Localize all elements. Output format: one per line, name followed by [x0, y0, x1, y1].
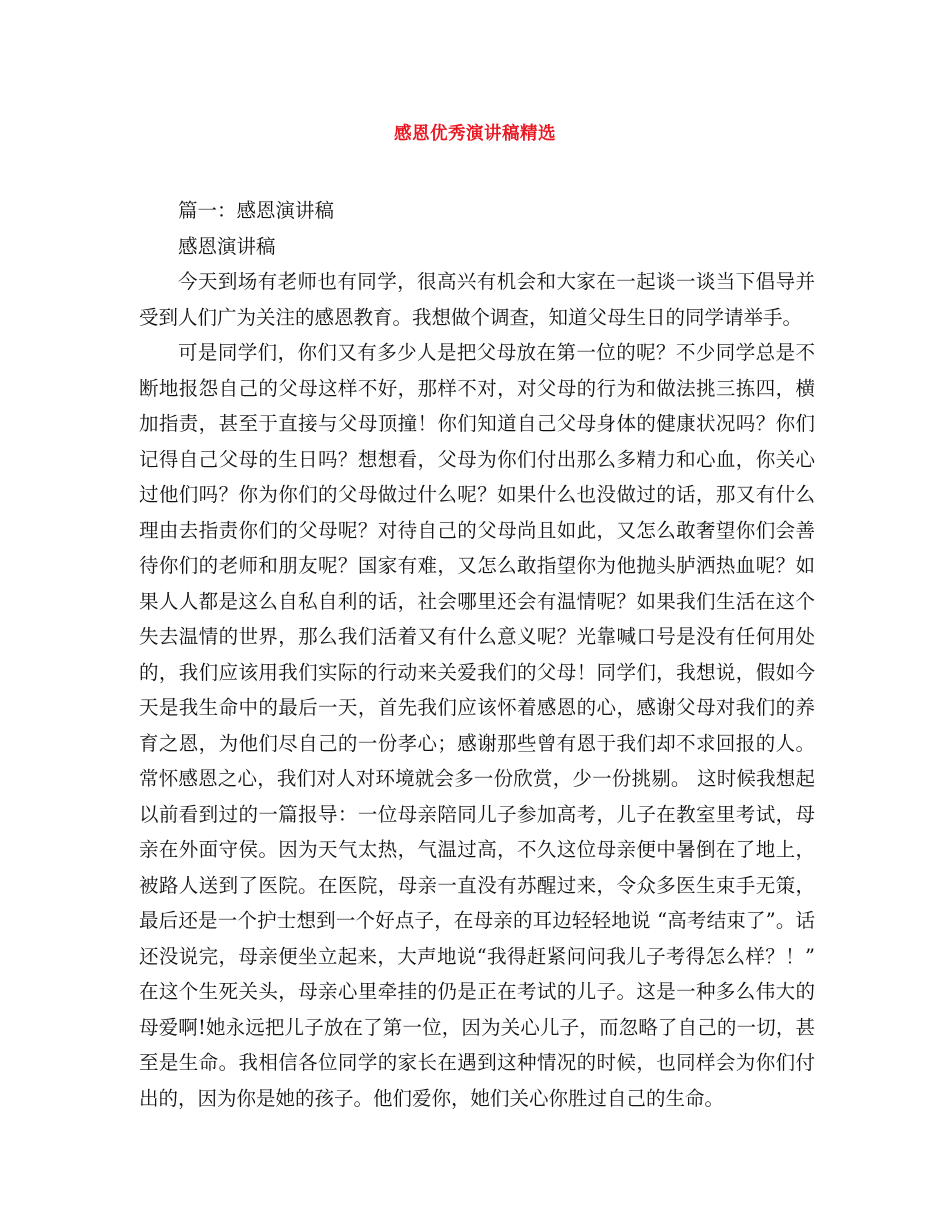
document-title: 感恩优秀演讲稿精选	[394, 124, 556, 144]
document-body	[139, 193, 815, 1116]
section-heading: 篇一：感恩演讲稿	[178, 199, 335, 222]
paragraph-2: 可是同学们，你们又有多少人是把父母放在第一位的呢？不少同学总是不断地报怨自己的父母这样不好，那样不对，对父母的行为和做法挑三拣四，横加指责，甚至于直接与父母顶撞！你们知道自己父母身体的健康状况吗？你们记得自己父母的生日吗？想想看，父母为你们付出那么多精力和心血，你关心过他们吗？你为你们的父母做过什么呢？如果什么也没做过的话，那又有什么理由去指责你们的父母呢？对待自己的父母尚且如此，又怎么敢奢望你们会善待你们的老师和朋友呢？国家有难，又怎么敢指望你为他抛头胪洒热血呢？如果人人都是这么自私自利的话，社会哪里还会有温情呢？如果我们生活在这个失去温情的世界，那么我们活着又有什么意义呢？光靠喊口号是没有任何用处的，我们应该用我们实际的行动来关爱我们的父母！同学们，我想说，假如今天是我生命中的最后一天，首先我们应该怀着感恩的心，感谢父母对我们的养育之恩，为他们尽自己的一份孝心；感谢那些曾有恩于我们却不求回报的人。常怀感恩之心，我们对人对环境就会多一份欣赏，少一份挑剔。 这时候我想起以前看到过的一篇报导：一位母亲陪同儿子参加高考，儿子在教室里考试，母亲在外面守侯。因为天气太热，气温过高，不久这位母亲便中暑倒在了地上，被路人送到了医院。在医院，母亲一直没有苏醒过来，令众多医生束手无策，最后还是一个护士想到一个好点子，在母亲的耳边轻轻地说 “高考结束了”。话还没说完，母亲便坐立起来，大声地说“我得赶紧问问我儿子考得怎么样？！”在这个生死关头，母亲心里牵挂的仍是正在考试的儿子。这是一种多么伟大的母爱啊!她永远把儿子放在了第一位，因为关心儿子，而忽略了自己的一切，甚至是生命。我相信各位同学的家长在遇到这种情况的时候，也同样会为你们付出的，因为你是她的孩子。他们爱你，她们关心你胜过自己的生命。	[139, 341, 815, 1110]
subheading: 感恩演讲稿	[178, 234, 276, 258]
paragraph-1: 今天到场有老师也有同学，很高兴有机会和大家在一起谈一谈当下倡导并受到人们广为关注的感恩教育。我想做个调查，知道父母生日的同学请举手。	[139, 270, 815, 329]
